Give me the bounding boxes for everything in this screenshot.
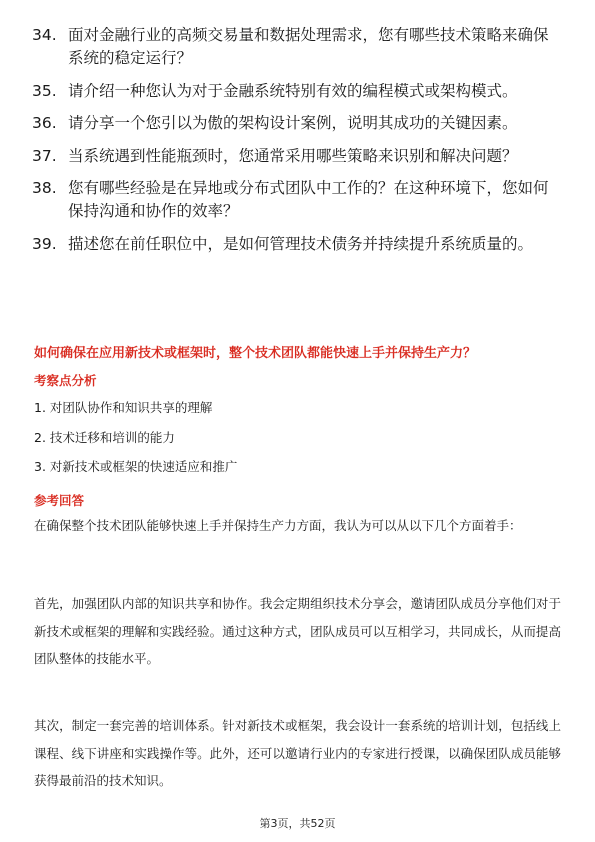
question-text: 您有哪些经验是在异地或分布式团队中工作的？在这种环境下，您如何保持沟通和协作的效率？ [68,179,549,220]
page-footer: 第3页，共52页 [259,817,336,830]
analysis-points [34,399,564,488]
question-number: 34. [32,26,57,44]
question-text: 描述您在前任职位中，是如何管理技术债务并持续提升系统质量的。 [68,234,534,253]
analysis-point: 1. 对团队协作和知识共享的理解 [34,400,213,415]
question-number: 39. [32,234,57,253]
question-item [32,112,562,135]
question-list [32,24,562,265]
analysis-heading: 考察点分析 [34,373,97,388]
question-number: 38. [32,179,57,197]
highlight-question: 如何确保在应用新技术或框架时，整个技术团队都能快速上手并保持生产力？ [34,346,477,361]
question-text: 面对金融行业的高频交易量和数据处理需求，您有哪些技术策略来确保系统的稳定运行？ [68,26,549,67]
answer-paragraph: 在确保整个技术团队能够快速上手并保持生产力方面，我认为可以从以下几个方面着手： [34,518,522,533]
answer-paragraph: 首先，加强团队内部的知识共享和协作。我会定期组织技术分享会，邀请团队成员分享他们对于新技术或框架的理解和实践经验。通过这种方式，团队成员可以互相学习，共同成长，从而提高团队整体的技能水平。 [34,596,561,666]
answer-paragraph: 其次，制定一套完善的培训体系。针对新技术或框架，我会设计一套系统的培训计划，包括线上课程、线下讲座和实践操作等。此外，还可以邀请行业内的专家进行授课，以确保团队成员能够获得最前沿的技术知识。 [34,718,561,788]
analysis-point: 2. 技术迁移和培训的能力 [34,429,175,445]
question-item [32,233,562,256]
question-text: 请分享一个您引以为傲的架构设计案例，说明其成功的关键因素。 [68,114,518,132]
question-item [32,24,562,70]
question-text: 请介绍一种您认为对于金融系统特别有效的编程模式或架构模式。 [68,81,518,100]
question-number: 35. [32,81,57,100]
question-number: 36. [32,114,57,132]
question-item [32,145,562,168]
question-item [32,80,562,103]
question-item [32,177,562,223]
analysis-point: 3. 对新技术或框架的快速适应和推广 [34,459,238,474]
question-number: 37. [32,146,57,165]
answer-heading: 参考回答 [34,493,85,508]
question-text: 当系统遇到性能瓶颈时，您通常采用哪些策略来识别和解决问题？ [68,146,518,165]
